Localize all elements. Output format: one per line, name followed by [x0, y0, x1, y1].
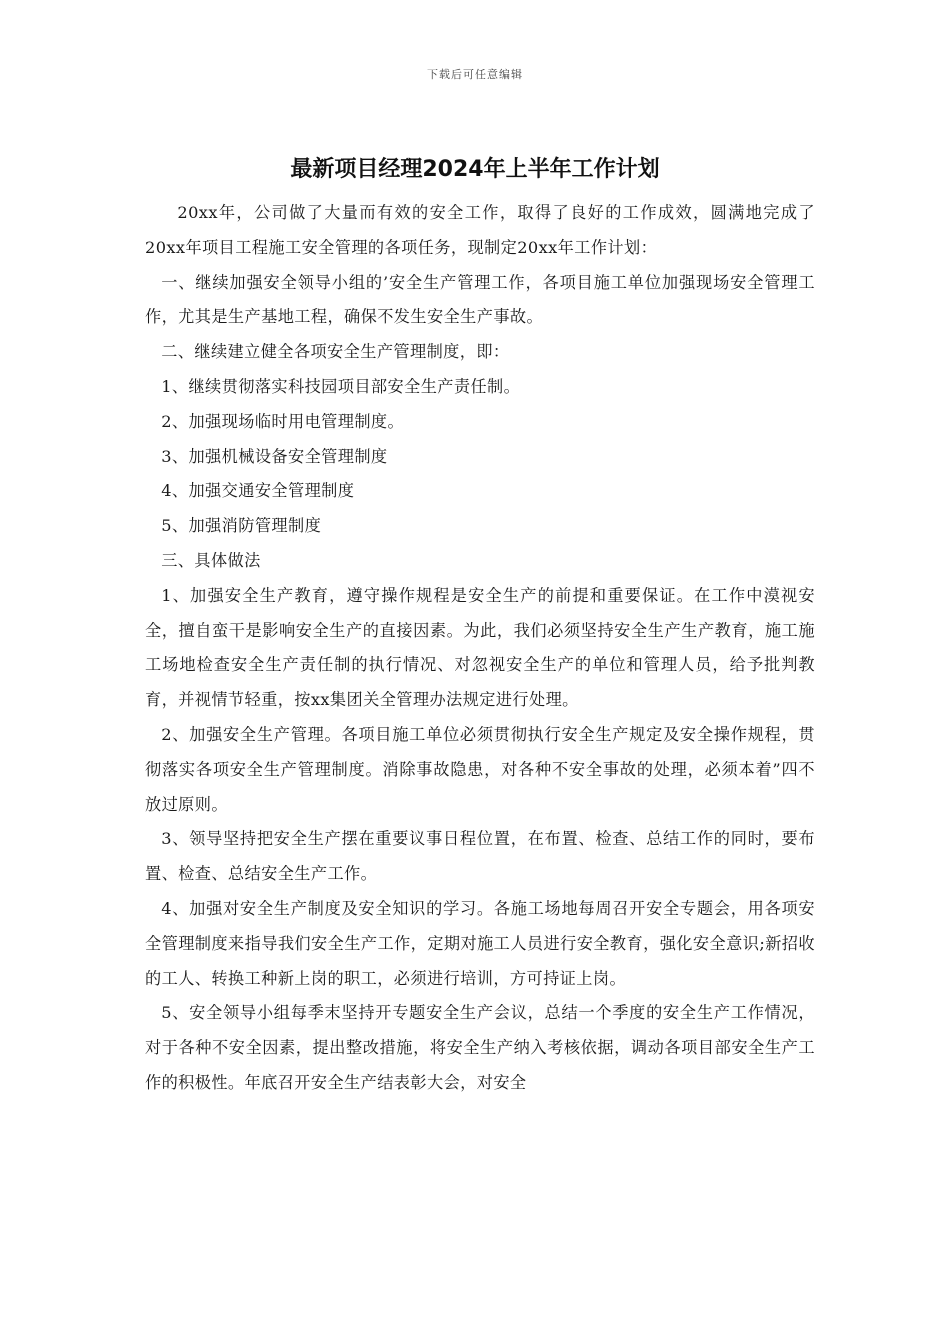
list-item: 4、加强交通安全管理制度: [161, 481, 355, 501]
list-item: 5、安全领导小组每季末坚持开专题安全生产会议，总结一个季度的安全生产工作情况，对于各种不安全因素，提出整改措施，将安全生产纳入考核依据，调动各项目部安全生产工作的积极性。年底召开安全生产结表彰大会，对安全: [145, 1003, 815, 1092]
header-note: 下载后可任意编辑: [427, 68, 523, 81]
list-item: 2、加强安全生产管理。各项目施工单位必须贯彻执行安全生产规定及安全操作规程，贯彻落实各项安全生产管理制度。消除事故隐患，对各种不安全事故的处理，必须本着”四不放过原则。: [145, 724, 815, 814]
paragraph-section-3: 三、具体做法: [161, 550, 261, 570]
paragraph-intro: 20xx年，公司做了大量而有效的安全工作，取得了良好的工作成效，圆满地完成了20xx年项目工程施工安全管理的各项任务，现制定20xx年工作计划：: [145, 203, 815, 257]
paragraph-section-1: 一、继续加强安全领导小组的’安全生产管理工作，各项目施工单位加强现场安全管理工作，尤其是生产基地工程，确保不发生安全生产事故。: [145, 272, 815, 327]
list-item: 1、继续贯彻落实科技园项目部安全生产责任制。: [161, 376, 521, 396]
document-title: 最新项目经理2024年上半年工作计划: [290, 157, 660, 182]
list-item: 5、加强消防管理制度: [161, 516, 322, 536]
list-item: 2、加强现场临时用电管理制度。: [161, 411, 405, 431]
document-body: [145, 196, 815, 1101]
list-item: 1、加强安全生产教育，遵守操作规程是安全生产的前提和重要保证。在工作中漠视安全，擅自蛮干是影响安全生产的直接因素。为此，我们必须坚持安全生产生产教育，施工施工场地检查安全生产责任制的执行情况、对忽视安全生产的单位和管理人员，给予批判教育，并视情节轻重，按xx集团关全管理办法规定进行处理。: [145, 585, 815, 710]
list-item: 3、加强机械设备安全管理制度: [161, 446, 388, 466]
list-item: 4、加强对安全生产制度及安全知识的学习。各施工场地每周召开安全专题会，用各项安全管理制度来指导我们安全生产工作，定期对施工人员进行安全教育，强化安全意识;新招收的工人、转换工种新上岗的职工，必须进行培训，方可持证上岗。: [145, 898, 815, 988]
list-item: 3、领导坚持把安全生产摆在重要议事日程位置，在布置、检查、总结工作的同时，要布置、检查、总结安全生产工作。: [145, 829, 815, 884]
paragraph-section-2: 二、继续建立健全各项安全生产管理制度，即：: [161, 342, 510, 362]
